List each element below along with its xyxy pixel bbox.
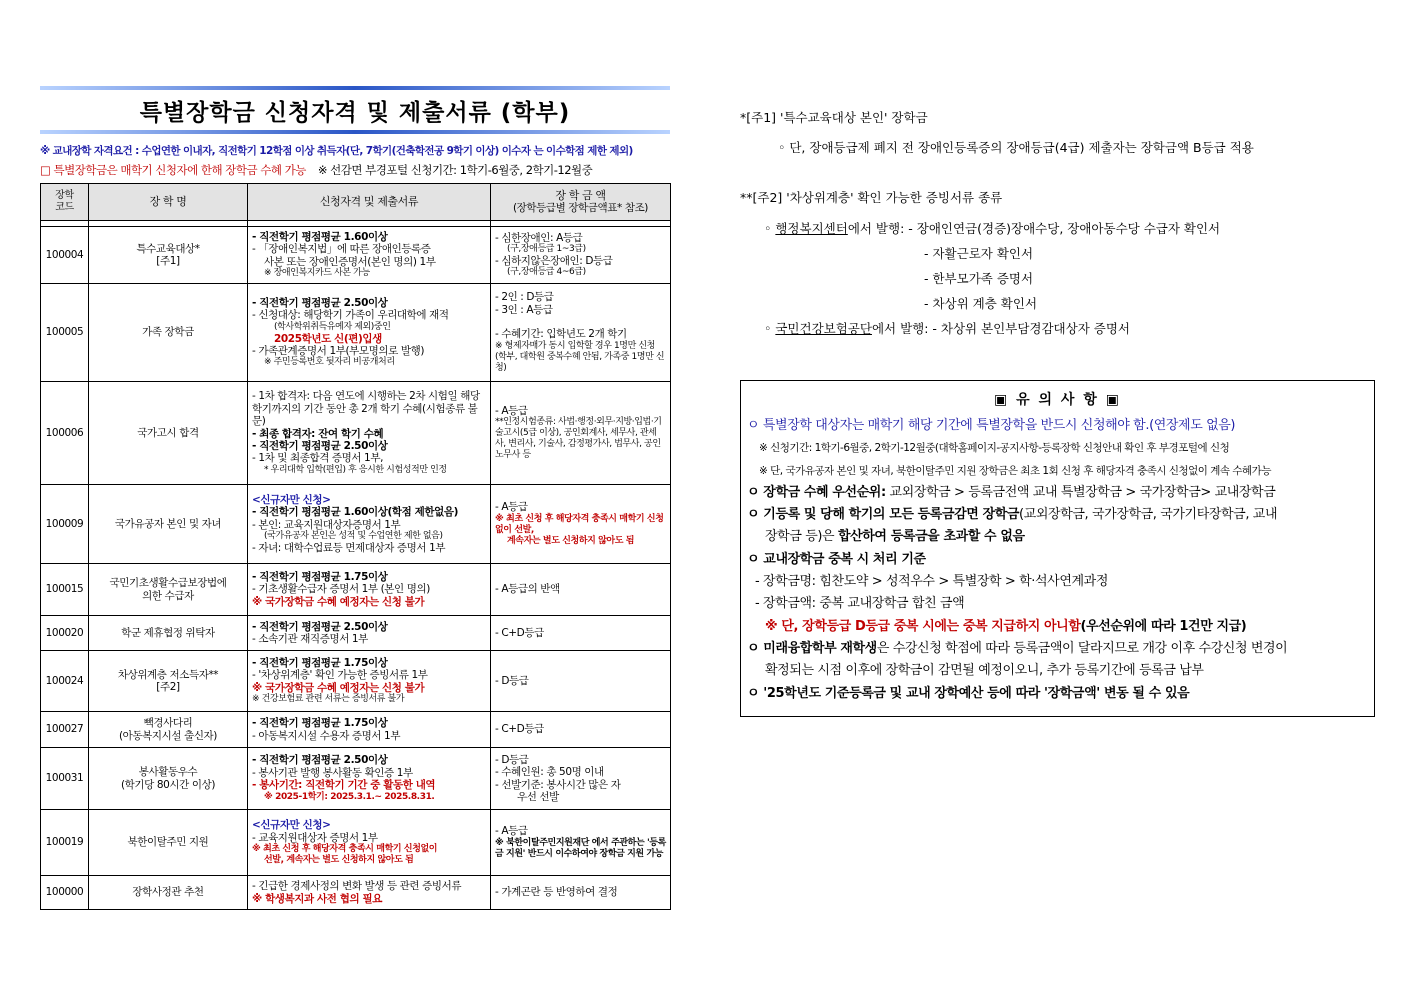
requirements-line: - '차상위계층' 확인 가능한 증빙서류 1부 xyxy=(252,669,428,682)
header-code: 장학 코드 xyxy=(41,184,89,221)
table-row xyxy=(41,712,671,748)
requirements-line: - 봉사기간: 직전학기 기간 중 활동한 내역 xyxy=(252,779,436,792)
scholarship-name xyxy=(89,382,248,485)
scholarship-name-line: 장학사정관 추천 xyxy=(132,886,204,899)
note1-heading: *[주1] '특수교육대상 본인' 장학금 xyxy=(740,110,928,125)
header-amount xyxy=(491,184,671,221)
requirements-line: - 직전학기 평점평균 1.60이상(학점 제한없음) xyxy=(252,506,458,519)
table-row xyxy=(41,810,671,876)
amount-line: - A등급의 반액 xyxy=(495,583,560,596)
scholarship-code: 100027 xyxy=(41,712,89,748)
caution-line: ㅇ 교내장학금 중복 시 처리 기준 xyxy=(747,551,926,567)
caution-line xyxy=(747,504,1368,526)
caution-line xyxy=(747,482,1368,504)
requirements-line: 선발, 계속자는 별도 신청하지 않아도 됨 xyxy=(264,854,414,865)
amount xyxy=(491,382,671,485)
scholarship-name-line: [주1] xyxy=(156,255,180,267)
scholarship-name xyxy=(89,748,248,810)
org2-name: 국민건강보험공단 xyxy=(775,321,872,336)
application-note-red: □ 특별장학금은 매학기 신청자에 한해 장학금 수혜 가능 xyxy=(40,163,306,177)
caution-line: - 장학금액: 중복 교내장학금 합친 금액 xyxy=(755,596,965,612)
requirements-line: (학사학위취득유예자 제외)중인 xyxy=(274,321,391,332)
requirements-line: 2025학년도 신(편)입생 xyxy=(274,332,382,345)
amount-line: **인정시험종류: 사법·행정·외무·지방·입법·기술고시(5급 이상), 공인회계사, 세무사, 관세사, 변리사, 기술사, 감정평가사, 법무사, 공인노무사 등 xyxy=(495,417,662,461)
scholarship-name xyxy=(89,616,248,651)
requirements-line: <신규자만 신청> xyxy=(252,819,331,832)
requirements xyxy=(248,382,491,485)
requirements-line: - 직전학기 평점평균 1.75이상 xyxy=(252,656,388,669)
scholarship-code: 100009 xyxy=(41,485,89,564)
table-row xyxy=(41,382,671,485)
right-panel xyxy=(740,108,1380,341)
amount-line: - A등급 xyxy=(495,404,528,417)
amount xyxy=(491,810,671,876)
amount-line: - 선발기준: 봉사시간 많은 자 xyxy=(495,778,621,791)
scholarship-name-line: 국민기초생활수급보장법에 xyxy=(109,577,227,590)
requirements xyxy=(248,485,491,564)
requirements-line: - 봉사기관 발행 봉사활동 확인증 1부 xyxy=(252,766,413,779)
amount-line: (구,장애등급 4~6급) xyxy=(507,267,586,278)
amount-line: 계속자는 별도 신청하지 않아도 됨 xyxy=(507,535,635,546)
scholarship-name-line: 빽경사다리 xyxy=(143,717,193,730)
amount xyxy=(491,284,671,382)
header-amount-line1: 장 학 금 액 xyxy=(555,188,606,202)
caution-future-label: ㅇ 미래융합학부 재학생 xyxy=(747,640,877,656)
requirements xyxy=(248,651,491,712)
amount-line: - D등급 xyxy=(495,674,529,687)
requirements-line: - 소속기관 재직증명서 1부 xyxy=(252,633,368,645)
header-requirements: 신청자격 및 제출서류 xyxy=(248,184,491,221)
page-title: 특별장학금 신청자격 및 제출서류 (학부) xyxy=(139,100,571,126)
application-note xyxy=(40,162,670,178)
requirements xyxy=(248,227,491,284)
requirements-line: - 교육지원대상자 증명서 1부 xyxy=(252,831,378,844)
amount-line: - 수혜인원: 총 50명 이내 xyxy=(495,766,604,779)
table-row xyxy=(41,564,671,616)
scholarship-name xyxy=(89,564,248,616)
requirements-line: ※ 학생복지과 사전 협의 필요 xyxy=(252,892,383,905)
requirements-line: * 우리대학 입학(편입) 후 응시한 시험성적만 인정 xyxy=(264,464,447,475)
caution-future-text: 은 수강신청 학점에 따라 등록금액이 달라지므로 개강 이후 수강신청 변경이 xyxy=(876,640,1288,656)
scholarship-name xyxy=(89,810,248,876)
caution-duplicate-rest: (우선순위에 따라 1건만 지급) xyxy=(1080,618,1247,634)
requirements-line: - 직전학기 평점평균 1.75이상 xyxy=(252,717,388,730)
scholarship-name xyxy=(89,227,248,284)
requirements xyxy=(248,810,491,876)
caution-line: ※ 단, 국가유공자 본인 및 자녀, 북한이탈주민 지원 장학금은 최초 1회 신청 후 해당자격 충족시 신청없이 계속 수혜가능 xyxy=(759,464,1271,477)
amount xyxy=(491,748,671,810)
scholarship-name-line: (학기당 80시간 이상) xyxy=(120,778,216,791)
requirements-line: - 본인: 교육지원대상자증명서 1부 xyxy=(252,518,401,531)
requirements-line: - 직전학기 평점평균 2.50이상 xyxy=(252,296,388,309)
scholarship-code: 100015 xyxy=(41,564,89,616)
scholarship-name xyxy=(89,485,248,564)
amount-line: - 3인 : A등급 xyxy=(495,303,553,316)
application-note-period: ※ 선감면 부경포털 신청기간: 1학기-6월중, 2학기-12월중 xyxy=(317,163,593,177)
requirements xyxy=(248,748,491,810)
eligibility-note: ※ 교내장학 자격요건 : 수업연한 이내자, 직전학기 12학점 이상 취득자(단, 7학기(건축학전공 9학기 이상) 이수자 는 이수학점 제한 제외) xyxy=(40,145,633,157)
requirements-line: ※ 건강보험료 관련 서류는 증빙서류 불가 xyxy=(252,694,405,705)
org1-item: - 자활근로자 확인서 xyxy=(924,246,1034,261)
requirements-line: ※ 2025-1학기: 2025.3.1.~ 2025.8.31. xyxy=(264,791,435,802)
caution-priority-text: 교외장학금 > 등록금전액 교내 특별장학금 > 국가장학금> 교내장학금 xyxy=(885,484,1276,500)
caution-line: ㅇ 특별장학 대상자는 매학기 해당 기간에 특별장학을 반드시 신청해야 함.(연장제도 없음) xyxy=(747,418,1236,433)
scholarship-name-line: [주2] xyxy=(156,681,180,693)
amount xyxy=(491,485,671,564)
amount xyxy=(491,564,671,616)
amount-line: - A등급 xyxy=(495,501,528,514)
org2-rest: 에서 발행: - 차상위 본인부담경감대상자 증명서 xyxy=(871,321,1130,336)
scholarship-name-line: 차상위계층 저소득자** xyxy=(117,668,219,681)
caution-line xyxy=(747,638,1368,660)
scholarship-name-line: 의한 수급자 xyxy=(142,589,194,602)
scholarship-table xyxy=(40,183,671,910)
amount-line: - C+D등급 xyxy=(495,723,544,736)
scholarship-code: 100024 xyxy=(41,651,89,712)
requirements-line: ※ 장애인복지카드 사본 가능 xyxy=(264,268,370,279)
title-bar-bottom xyxy=(40,130,670,134)
amount xyxy=(491,651,671,712)
requirements-line: - 기초생활수급자 증명서 1부 (본인 명의) xyxy=(252,583,430,596)
requirements-line: ※ 국가장학금 수혜 예정자는 신청 불가 xyxy=(252,595,425,608)
scholarship-code: 100031 xyxy=(41,748,89,810)
amount-line: - D등급 xyxy=(495,753,529,766)
amount-line: - A등급 xyxy=(495,825,528,838)
table-row xyxy=(41,616,671,651)
requirements-line: - 직전학기 평점평균 1.60이상 xyxy=(252,230,388,243)
amount xyxy=(491,227,671,284)
requirements-line: - 자녀: 대학수업료등 면제대상자 증명서 1부 xyxy=(252,541,446,554)
scholarship-name xyxy=(89,284,248,382)
scholarship-name-line: 국가고시 합격 xyxy=(137,426,199,439)
amount xyxy=(491,712,671,748)
scholarship-code: 100000 xyxy=(41,876,89,910)
table-row xyxy=(41,284,671,382)
amount-line: (구,장애등급 1~3급) xyxy=(507,244,586,254)
table-row xyxy=(41,485,671,564)
caution-line: 확정되는 시점 이후에 장학금이 감면될 예정이오니, 추가 등록기간에 등록금 납부 xyxy=(765,663,1204,679)
table-row xyxy=(41,876,671,910)
requirements-line: <신규자만 신청> xyxy=(252,493,331,506)
requirements-line: - 가족관계증명서 1부(부모명의로 발행) xyxy=(252,344,425,357)
header-amount-line2: (장학등급별 장학금액표* 참조) xyxy=(512,202,649,214)
requirements xyxy=(248,616,491,651)
scholarship-name-line: (아동복지시설 출신자) xyxy=(118,729,218,742)
requirements-line: - 아동복지시설 수용자 증명서 1부 xyxy=(252,729,401,742)
amount-line xyxy=(495,316,666,328)
requirements xyxy=(248,712,491,748)
scholarship-name-line: 봉사활동우수 xyxy=(138,766,198,779)
scholarship-code: 100005 xyxy=(41,284,89,382)
table-header-row xyxy=(41,184,671,221)
scholarship-name xyxy=(89,651,248,712)
requirements-line: - 1차 합격자: 다음 연도에 시행하는 2차 시험일 해당 학기까지의 기간 동안 총 2개 학기 수혜(시험종류 불문) xyxy=(252,390,480,428)
scholarship-name-line: 국가유공자 본인 및 자녀 xyxy=(114,517,222,530)
requirements xyxy=(248,564,491,616)
scholarship-name-line: 가족 장학금 xyxy=(142,326,194,339)
requirements-line: - 직전학기 평점평균 1.75이상 xyxy=(252,570,388,583)
org1-item: - 한부모가족 증명서 xyxy=(924,271,1034,286)
amount-line: 우선 선발 xyxy=(517,790,559,803)
amount-line: - 가계곤란 등 반영하여 결정 xyxy=(495,886,618,899)
cautions-title: ▣ 유 의 사 항 ▣ xyxy=(994,392,1121,408)
amount-line: ※ 형제자매가 동시 입학할 경우 1명만 신청(학부, 대학원 중복수혜 안됨, 가족중 1명만 신청) xyxy=(495,340,665,373)
scholarship-code: 100020 xyxy=(41,616,89,651)
requirements-line: - 「장애인복지법」에 따른 장애인등록증 xyxy=(252,243,431,256)
header-name: 장 학 명 xyxy=(89,184,248,221)
scholarship-name xyxy=(89,712,248,748)
amount xyxy=(491,616,671,651)
note2-heading: **[주2] '차상위계층' 확인 가능한 증빙서류 종류 xyxy=(740,190,1003,205)
note1-body: ◦ 단, 장애등급제 폐지 전 장애인등록증의 장애등급(4급) 제출자는 장학금액 B등급 적용 xyxy=(778,140,1254,155)
requirements-line: - 직전학기 평점평균 2.50이상 xyxy=(252,754,388,767)
caution-line: - 장학금명: 힘찬도약 > 성적우수 > 특별장학 > 학·석사연계과정 xyxy=(755,574,1108,590)
org2-line: ◦ 국민건강보험공단에서 발행: - 차상위 본인부담경감대상자 증명서 xyxy=(764,321,1130,336)
amount-line: - 2인 : D등급 xyxy=(495,291,554,304)
table-row xyxy=(41,748,671,810)
table-row xyxy=(41,651,671,712)
caution-line: ※ 신청기간: 1학기-6월중, 2학기-12월중(대학홈페이지-공지사항-등록장학 신청안내 확인 후 부경포털에 신청 xyxy=(759,442,1230,455)
requirements-line: - 최종 합격자: 잔여 학기 수혜 xyxy=(252,427,384,440)
requirements-line: - 직전학기 평점평균 2.50이상 xyxy=(252,439,388,452)
caution-priority-label: ㅇ 장학금 수혜 우선순위: xyxy=(747,484,886,500)
caution-sum-label: ㅇ 기등록 및 당해 학기의 모든 등록금감면 장학금 xyxy=(747,507,1020,523)
amount xyxy=(491,876,671,910)
caution-line xyxy=(747,616,1368,638)
table-row xyxy=(41,227,671,284)
requirements-line: ※ 최초 신청 후 해당자격 충족시 매학기 신청없이 xyxy=(252,843,438,854)
requirements-line: ※ 주민등록번호 뒷자리 비공개처리 xyxy=(264,357,395,368)
amount-line: - C+D등급 xyxy=(495,626,544,639)
requirements xyxy=(248,876,491,910)
org1-line: ◦ 행정복지센터에서 발행: - 장애인연금(경증)장애수당, 장애아동수당 수급자 확인서 xyxy=(764,221,1221,236)
requirements-line: (국가유공자 본인은 성적 및 수업연한 제한 없음) xyxy=(264,530,443,541)
requirements-line: - 신청대상: 해당학기 가족이 우리대학에 재적 xyxy=(252,309,449,322)
requirements-line: - 직전학기 평점평균 2.50이상 xyxy=(252,620,388,633)
scholarship-code: 100019 xyxy=(41,810,89,876)
amount-line: ※ 북한이탈주민지원재단 에서 주관하는 '등록금 지원' 반드시 이수하여야 장학금 지원 가능 xyxy=(495,837,666,859)
amount-line: - 심한장애인: A등급 xyxy=(495,231,583,244)
amount-line: - 심하지않은장애인: D등급 xyxy=(495,255,613,267)
scholarship-name-line: 특수교육대상* xyxy=(136,242,200,255)
caution-duplicate-red: ※ 단, 장학등급 D등급 중복 시에는 중복 지급하지 아니함 xyxy=(765,618,1081,634)
caution-sum-text2: 장학금 등)은 xyxy=(765,529,838,545)
left-panel xyxy=(40,86,670,910)
org1-rest: 에서 발행: - 장애인연금(경증)장애수당, 장애아동수당 수급자 확인서 xyxy=(847,221,1221,236)
scholarship-name-line: 학군 제휴협정 위탁자 xyxy=(121,626,215,639)
requirements-line: ※ 국가장학금 수혜 예정자는 신청 불가 xyxy=(252,681,425,694)
scholarship-name xyxy=(89,876,248,910)
caution-line xyxy=(747,526,1368,548)
requirements-line: - 1차 및 최종합격 증명서 1부, xyxy=(252,452,384,465)
org1-name: 행정복지센터 xyxy=(775,221,848,236)
caution-line: ㅇ '25학년도 기준등록금 및 교내 장학예산 등에 따라 '장학금액' 변동 될 수 있음 xyxy=(747,685,1190,701)
cautions-box xyxy=(740,380,1375,717)
org1-item: - 차상위 계층 확인서 xyxy=(924,296,1038,311)
scholarship-code: 100004 xyxy=(41,227,89,284)
amount-line: ※ 최초 신청 후 해당자격 충족시 매학기 신청없이 선발, xyxy=(495,513,664,535)
amount-line: - 수혜기간: 입학년도 2개 학기 xyxy=(495,328,627,341)
scholarship-name-line: 북한이탈주민 지원 xyxy=(127,836,209,849)
caution-sum-text: (교외장학금, 국가장학금, 국가기타장학금, 교내 xyxy=(1019,507,1278,523)
requirements-line: 사본 또는 장애인증명서(본인 명의) 1부 xyxy=(264,255,436,268)
scholarship-code: 100006 xyxy=(41,382,89,485)
caution-sum-limit: 합산하여 등록금을 초과할 수 없음 xyxy=(837,529,1025,545)
requirements-line: - 긴급한 경제사정의 변화 발생 등 관련 증빙서류 xyxy=(252,880,462,893)
requirements xyxy=(248,284,491,382)
